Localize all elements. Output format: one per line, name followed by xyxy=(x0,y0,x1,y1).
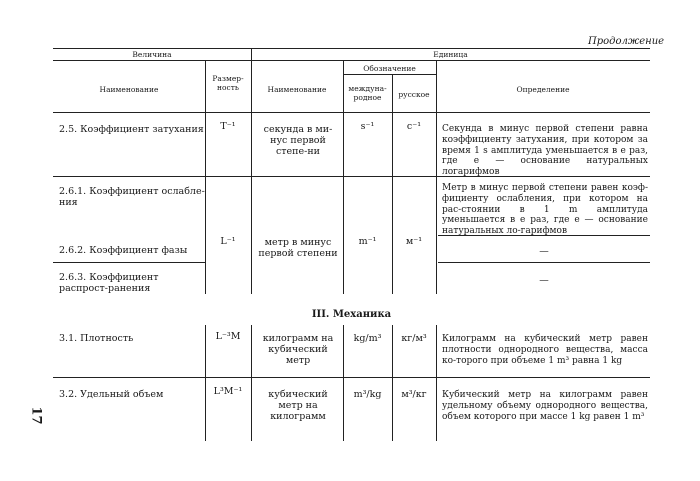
row-3-1-definition: Килограмм на кубический метр равен плотности однородного вещества, масса ко-торого при объеме 1 m³ равна 1 kg xyxy=(442,334,648,366)
row-2-6-definition: Метр в минус первой степени равен коэф-фициенту ослабления, при котором на рас-стоянии в 1 m амплитуда уменьшается в е раз, где е — основание натуральных ло-гарифмов xyxy=(442,183,648,237)
header-opredelenie: Определение xyxy=(516,85,570,94)
row-2-5-rus: с⁻¹ xyxy=(406,121,422,132)
row-3-2-name: 3.2. Удельный объем xyxy=(59,389,164,400)
header-rule-1 xyxy=(53,60,650,61)
col-divider-unit-2 xyxy=(251,325,252,441)
row-2-5-dim: T⁻¹ xyxy=(220,121,236,132)
row-2-6-1-name: 2.6.1. Коэффициент ослабле-ния xyxy=(59,186,205,208)
col-divider-dim-2 xyxy=(205,325,206,441)
row-2-6-3-name: 2.6.3. Коэффициент распрост-ранения xyxy=(59,272,159,294)
header-naimenovanie-unit: Наименование xyxy=(267,85,327,94)
row-3-2-dim: L³M⁻¹ xyxy=(213,386,243,397)
col-divider-def-1 xyxy=(436,112,437,294)
col-divider-dim-header xyxy=(205,60,206,112)
row-2-6-dim: L⁻¹ xyxy=(220,236,236,247)
col-divider-unit-1 xyxy=(251,112,252,294)
row-2-6-unit-name: метр в минус первой степени xyxy=(258,237,338,259)
col-divider-dim-1 xyxy=(205,112,206,294)
header-razmernost: Размер-ность xyxy=(212,74,244,92)
row-3-1-name: 3.1. Плотность xyxy=(59,333,134,344)
row-3-2-unit-name: кубический метр на килограмм xyxy=(268,389,328,422)
row-3-1-rus: кг/м³ xyxy=(401,333,427,344)
row-3-2-rus: м³/кг xyxy=(401,389,427,400)
section-title-mechanics: III. Механика xyxy=(311,309,392,320)
continuation-label: Продолжение xyxy=(588,36,665,47)
header-russkoe: русское xyxy=(398,90,430,99)
row-3-1-dim: L⁻³M xyxy=(215,331,241,342)
header-velichina: Величина xyxy=(132,50,172,59)
header-mezhdunarodnoe: междуна-родное xyxy=(348,84,387,102)
row-rule-262 xyxy=(53,262,205,263)
row-2-5-intl: s⁻¹ xyxy=(360,121,375,132)
row-2-5-unit-name: секунда в ми-нус первой степе-ни xyxy=(263,124,333,157)
row-3-2-definition: Кубический метр на килограмм равен удельному объему однородного вещества, объем которого при массе 1 kg равен 1 m³ xyxy=(442,390,648,422)
row-2-6-3-dash: — xyxy=(539,275,549,286)
table-top-rule xyxy=(53,48,650,49)
row-rule-3-1 xyxy=(53,377,650,378)
page-number: 17 xyxy=(28,406,44,425)
row-3-1-intl: kg/m³ xyxy=(353,333,382,344)
header-oboznachenie: Обозначение xyxy=(363,64,416,73)
row-3-2-intl: m³/kg xyxy=(353,389,382,400)
header-rule-symbols xyxy=(343,74,436,75)
row-2-6-rus: м⁻¹ xyxy=(405,236,423,247)
col-divider-def-2 xyxy=(436,325,437,441)
row-3-1-unit-name: килограмм на кубический метр xyxy=(262,333,334,366)
header-bottom-rule xyxy=(53,112,650,113)
row-2-5-definition: Секунда в минус первой степени равна коэффициенту затухания, при котором за время 1 s амплитуда уменьшается в е раз, где е — основание натуральных логарифмов xyxy=(442,124,648,178)
col-divider-rus-1 xyxy=(392,112,393,294)
header-naimenovanie: Наименование xyxy=(99,85,159,94)
row-rule-def-263 xyxy=(438,262,650,263)
col-divider-intl-1 xyxy=(343,112,344,294)
row-2-6-2-name: 2.6.2. Коэффициент фазы xyxy=(59,245,188,256)
row-2-6-intl: m⁻¹ xyxy=(358,236,377,247)
header-edinitsa: Единица xyxy=(433,50,468,59)
row-2-5-name: 2.5. Коэффициент затухания xyxy=(59,124,204,135)
row-2-6-2-dash: — xyxy=(539,246,549,257)
